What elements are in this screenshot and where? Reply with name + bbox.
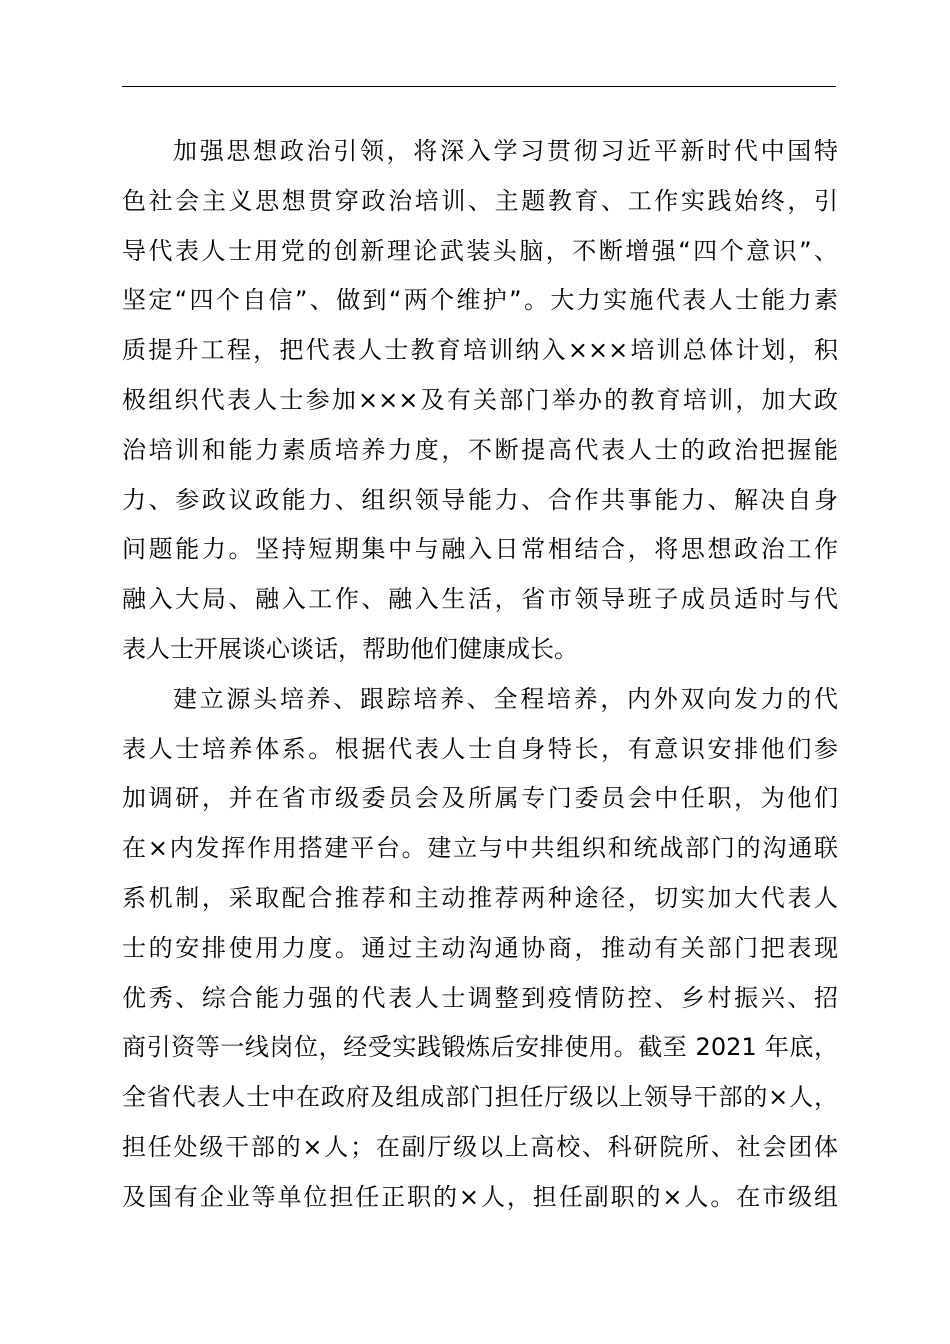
paragraph-2-line-5: 系机制，采取配合推荐和主动推荐两种途径，切实加大代表人 (122, 883, 838, 912)
paragraph-1-line-11: 表人士开展谈心谈话，帮助他们健康成长。 (122, 634, 578, 663)
paragraph-1-line-6: 极组织代表人士参加×××及有关部门举办的教育培训，加大政 (122, 385, 838, 414)
paragraph-2-line-6: 士的安排使用力度。通过主动沟通协商，推动有关部门把表现 (122, 933, 838, 962)
paragraph-1-line-4: 坚定“四个自信”、做到“两个维护”。大力实施代表人士能力素 (122, 286, 838, 315)
paragraph-1-line-8: 力、参政议政能力、组织领导能力、合作共事能力、解决自身 (122, 485, 838, 514)
paragraph-2-line-10: 担任处级干部的×人；在副厅级以上高校、科研院所、社会团体 (122, 1132, 838, 1161)
paragraph-1-line-3: 导代表人士用党的创新理论武装头脑，不断增强“四个意识”、 (122, 236, 838, 265)
paragraph-1-line-7: 治培训和能力素质培养力度，不断提高代表人士的政治把握能 (122, 435, 838, 464)
paragraph-1-line-10: 融入大局、融入工作、融入生活，省市领导班子成员适时与代 (122, 585, 838, 614)
paragraph-1-line-2: 色社会主义思想贯穿政治培训、主题教育、工作实践始终，引 (122, 186, 838, 215)
paragraph-2-line-9: 全省代表人士中在政府及组成部门担任厅级以上领导干部的×人， (122, 1083, 838, 1112)
paragraph-2-line-4: 在×内发挥作用搭建平台。建立与中共组织和统战部门的沟通联 (122, 834, 838, 863)
paragraph-2-line-8: 商引资等一线岗位，经受实践锻炼后安排使用。截至 2021 年底， (122, 1033, 838, 1062)
document-body (122, 127, 838, 1223)
paragraph-1-line-5: 质提升工程，把代表人士教育培训纳入×××培训总体计划，积 (122, 336, 838, 365)
paragraph-2-line-7: 优秀、综合能力强的代表人士调整到疫情防控、乡村振兴、招 (122, 983, 838, 1012)
paragraph-2-line-11: 及国有企业等单位担任正职的×人，担任副职的×人。在市级组 (122, 1182, 838, 1211)
paragraph-2-line-2: 表人士培养体系。根据代表人士自身特长，有意识安排他们参 (122, 734, 838, 763)
paragraph-2-line-1: 建立源头培养、跟踪培养、全程培养，内外双向发力的代 (173, 684, 838, 713)
header-rule (122, 86, 836, 87)
paragraph-2-line-3: 加调研，并在省市级委员会及所属专门委员会中任职，为他们 (122, 784, 838, 813)
paragraph-1-line-9: 问题能力。坚持短期集中与融入日常相结合，将思想政治工作 (122, 535, 838, 564)
paragraph-1-line-1: 加强思想政治引领，将深入学习贯彻习近平新时代中国特 (173, 137, 838, 165)
